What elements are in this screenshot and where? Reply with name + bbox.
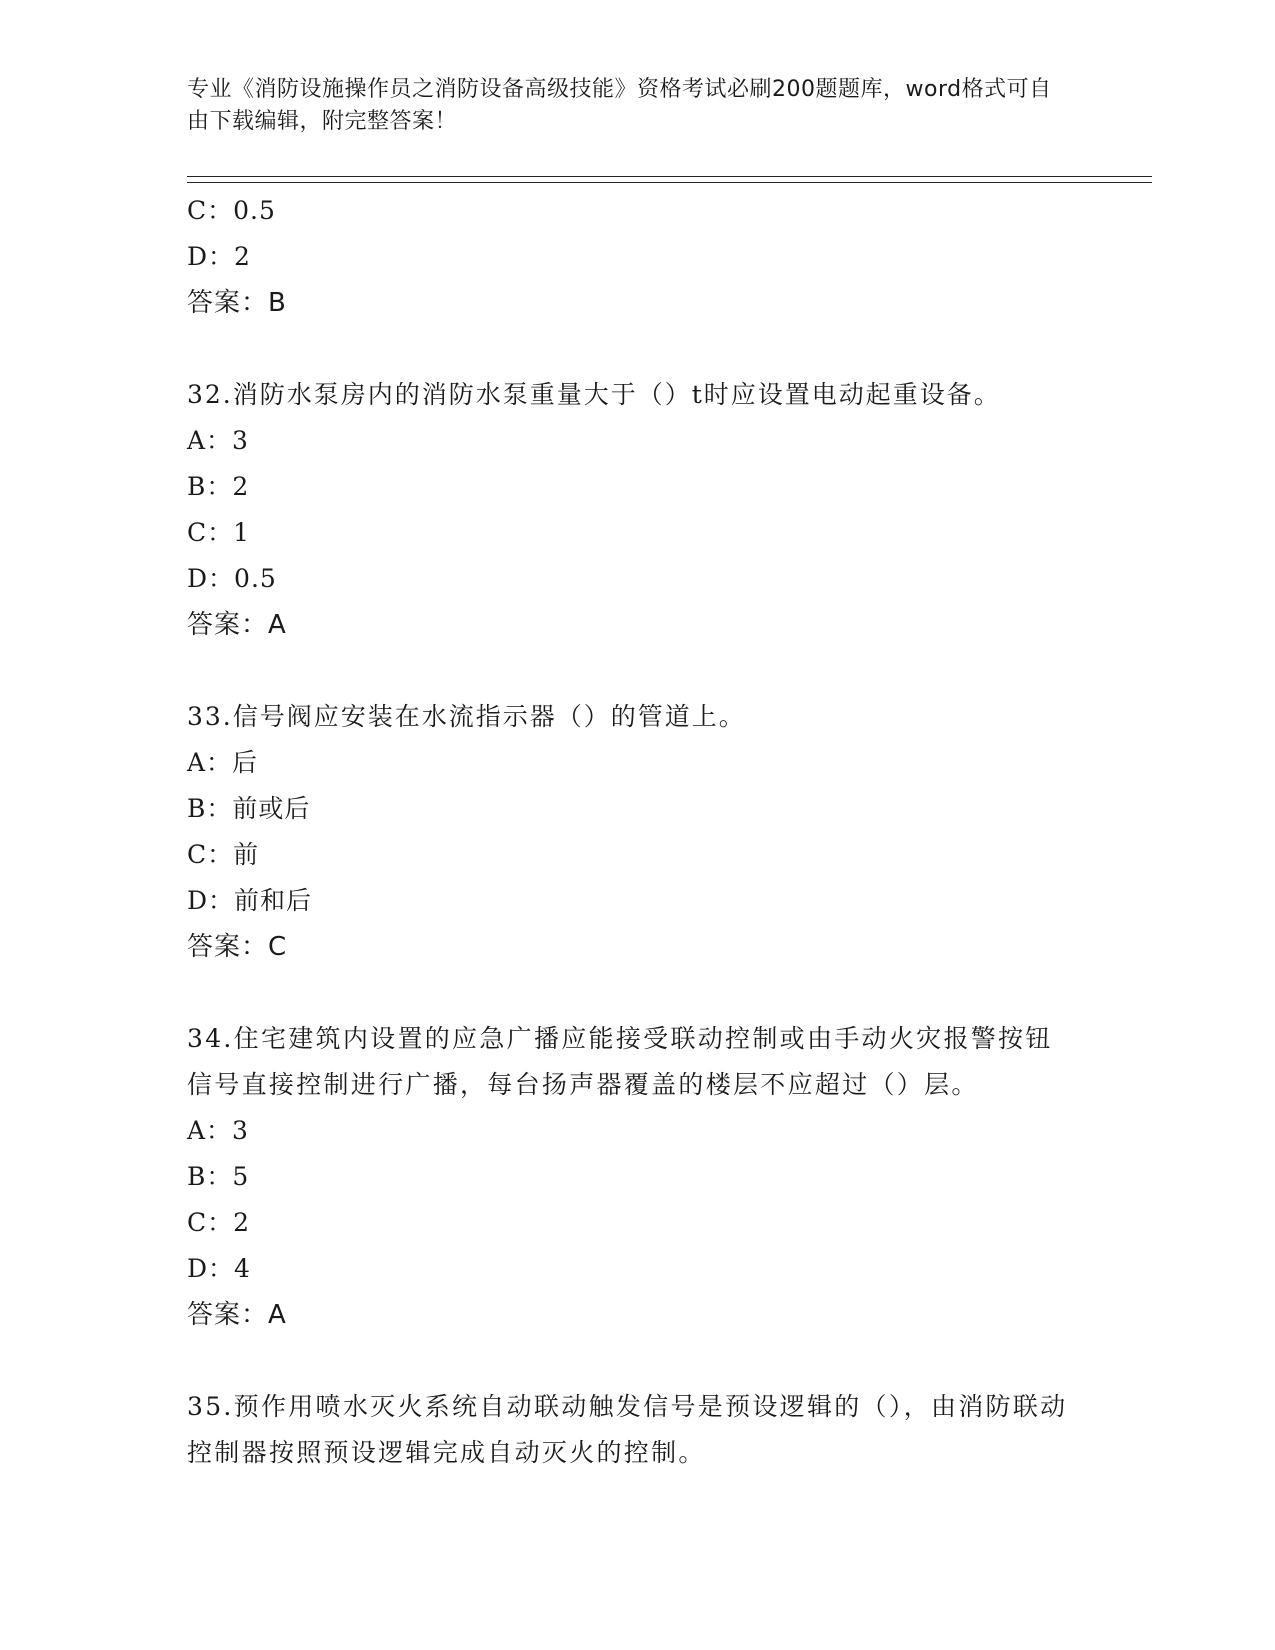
answer: 答案：B <box>187 288 287 318</box>
option-b: B：5 <box>187 1162 250 1191</box>
question-stem: 34.住宅建筑内设置的应急广播应能接受联动控制或由手动火灾报警按钮信号直接控制进行广播，每台扬声器覆盖的楼层不应超过（）层。 <box>187 1024 1053 1099</box>
question-stem: 32.消防水泵房内的消防水泵重量大于（）t时应设置电动起重设备。 <box>187 380 1001 409</box>
question-list <box>187 188 1087 1476</box>
header-rule-top <box>187 176 1152 177</box>
question-stem: 35.预作用喷水灭火系统自动联动触发信号是预设逻辑的（），由消防联动控制器按照预设逻辑完成自动灭火的控制。 <box>187 1392 1068 1467</box>
header-rule-bottom <box>187 182 1152 183</box>
option-c: C：0.5 <box>187 196 276 225</box>
question-34 <box>187 1016 1087 1338</box>
option-c: C：2 <box>187 1208 251 1237</box>
option-c: C：1 <box>187 518 251 547</box>
option-d: D：0.5 <box>187 564 277 593</box>
option-d: D：前和后 <box>187 886 313 915</box>
previous-question-tail <box>187 188 1087 326</box>
answer: 答案：A <box>187 1300 287 1330</box>
question-35 <box>187 1384 1087 1476</box>
option-a: A：3 <box>187 426 249 455</box>
option-b: B：2 <box>187 472 250 501</box>
question-32 <box>187 372 1087 648</box>
answer: 答案：C <box>187 932 288 962</box>
page-header: 专业《消防设施操作员之消防设备高级技能》资格考试必刷200题题库，word格式可自由下载编辑，附完整答案！ <box>187 77 1052 134</box>
question-stem: 33.信号阀应安装在水流指示器（）的管道上。 <box>187 702 746 731</box>
option-c: C：前 <box>187 840 260 869</box>
option-a: A：后 <box>187 748 259 777</box>
option-a: A：3 <box>187 1116 249 1145</box>
answer: 答案：A <box>187 610 287 640</box>
question-33 <box>187 694 1087 970</box>
option-d: D：2 <box>187 242 251 271</box>
option-b: B：前或后 <box>187 794 311 823</box>
option-d: D：4 <box>187 1254 251 1283</box>
